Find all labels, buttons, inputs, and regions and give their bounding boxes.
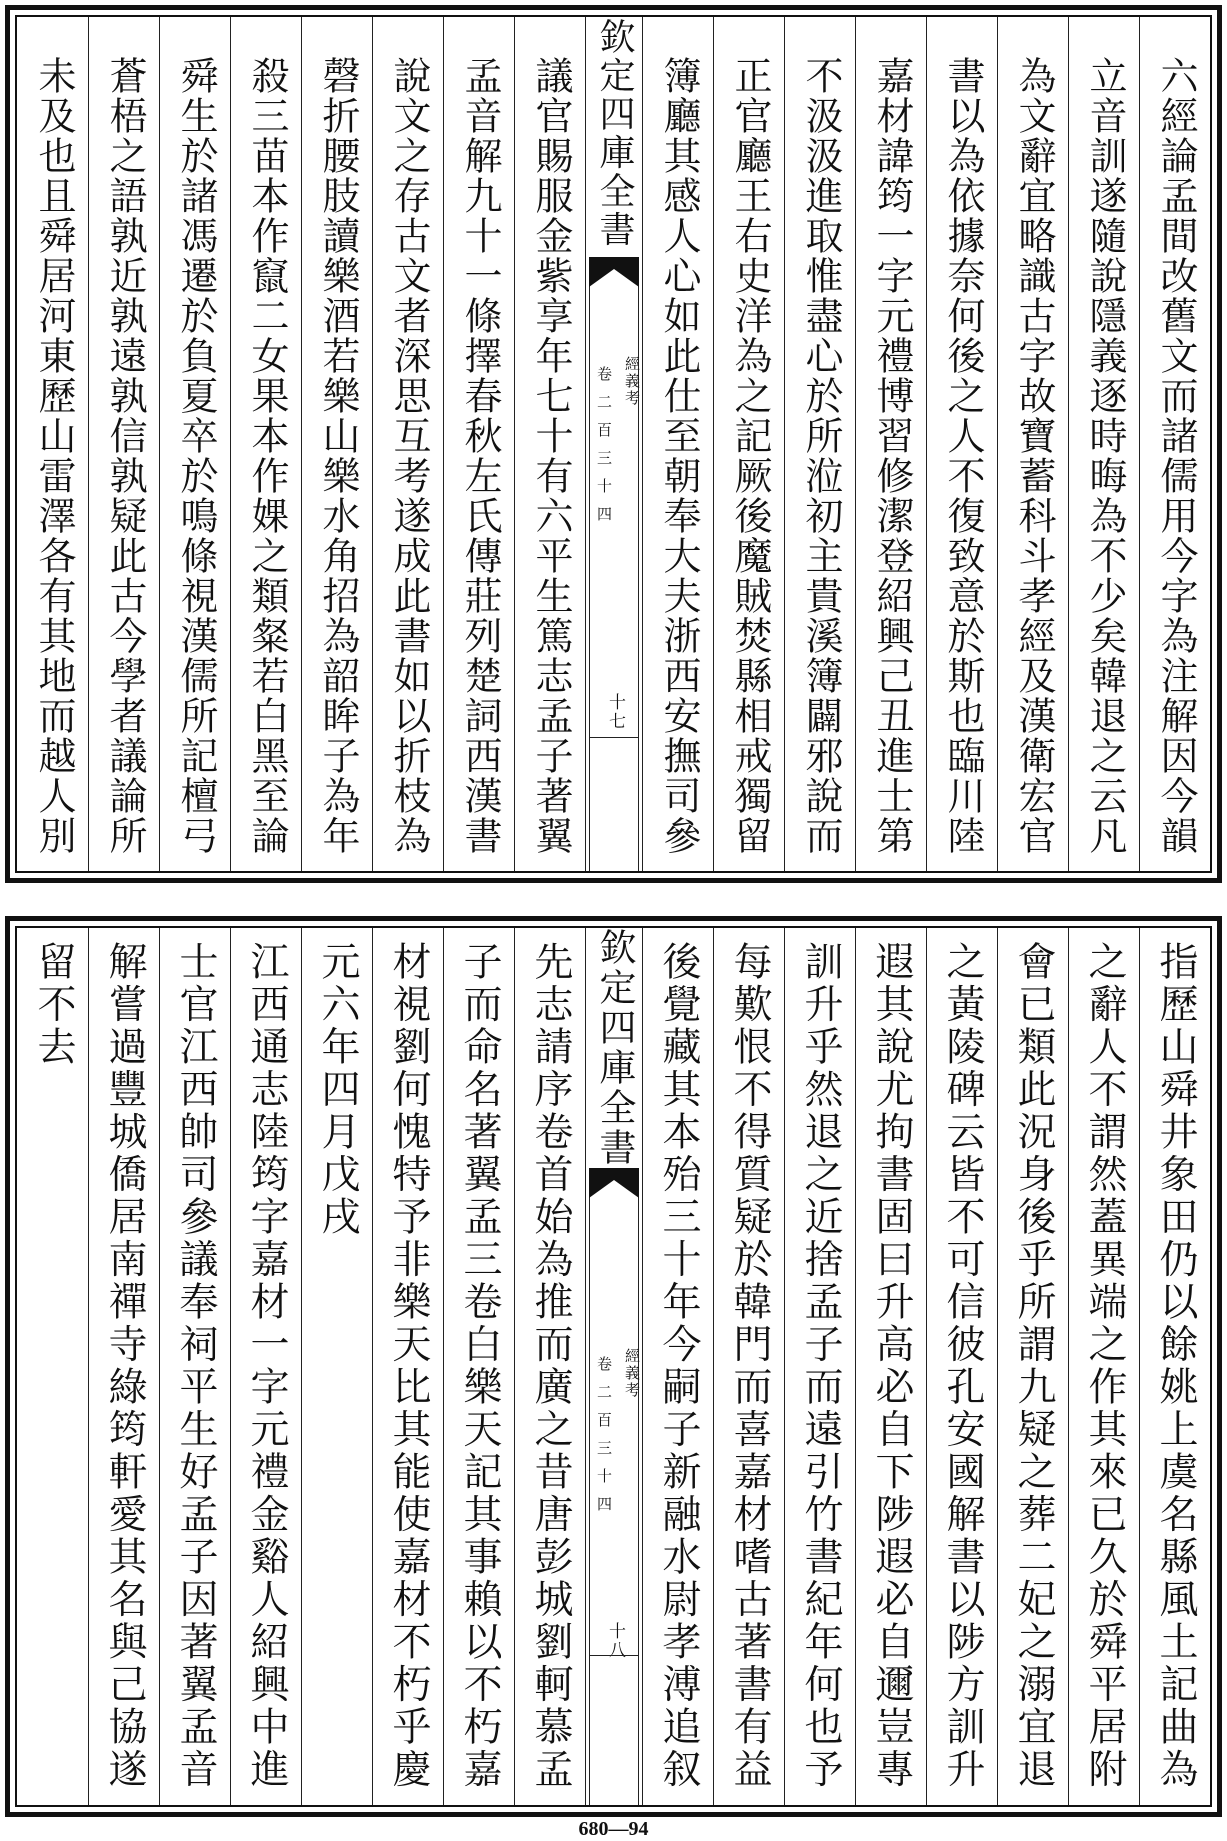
top-half-page — [5, 5, 1222, 883]
center-fold-book-title: 經義考 — [623, 356, 641, 407]
text-column: 子而命名著翼孟三卷白樂天記其事賴以不朽嘉 — [443, 928, 514, 1805]
column-grid — [15, 15, 1212, 873]
fishtail-icon — [589, 1168, 639, 1198]
center-fold-rule — [589, 737, 639, 738]
text-column: 為文辭宜略識古字故寶蓄科斗孝經及漢衛宏官 — [997, 17, 1068, 871]
text-column: 不汲汲進取惟盡心於所涖初主貴溪簿闢邪說而 — [784, 17, 855, 871]
text-column: 磬折腰肢讀樂酒若樂山樂水角招為韶眸子為年 — [301, 17, 372, 871]
text-column: 元六年四月戊戌 — [301, 928, 372, 1805]
text-column: 議官賜服金紫享年七十有六平生篤志孟子著翼 — [514, 17, 585, 871]
center-fold-volume: 卷二百三十四 — [595, 366, 613, 534]
center-fold-leaf-number: 十八 — [605, 1622, 625, 1660]
text-column: 材視劉何愧特予非樂天比其能使嘉材不朽乎慶 — [372, 928, 443, 1805]
text-column: 會已類此況身後乎所謂九疑之葬二妃之溺宜退 — [997, 928, 1068, 1805]
text-column: 解嘗過豐城僑居南禪寺綠筠軒愛其名與己協遂 — [88, 928, 159, 1805]
center-fold-volume: 卷二百三十四 — [595, 1356, 613, 1524]
text-column: 六經論孟間改舊文而諸儒用今字為注解因今韻 — [1139, 17, 1210, 871]
text-column: 立音訓遂隨說隱義逐時晦為不少矣韓退之云凡 — [1068, 17, 1139, 871]
center-fold-column — [585, 17, 642, 871]
center-fold-book-title: 經義考 — [623, 1348, 641, 1399]
text-column: 之辭人不謂然蓋異端之作其來已久於舜平居附 — [1068, 928, 1139, 1805]
text-column: 書以為依據奈何後之人不復致意於斯也臨川陸 — [926, 17, 997, 871]
fishtail-icon — [589, 257, 639, 287]
center-fold-column — [585, 928, 642, 1805]
text-column: 嘉材諱筠一字元禮博習修潔登紹興己丑進士第 — [855, 17, 926, 871]
center-fold-leaf-number: 十七 — [605, 693, 625, 731]
text-column: 舜生於諸馮遷於負夏卒於鳴條視漢儒所記檀弓 — [159, 17, 230, 871]
text-column: 說文之存古文者深思互考遂成此書如以折枝為 — [372, 17, 443, 871]
text-column: 指歷山舜井象田仍以餘姚上虞名縣風土記曲為 — [1139, 928, 1210, 1805]
center-fold-rule — [589, 1655, 639, 1656]
text-column: 每歎恨不得質疑於韓門而喜嘉材嗜古著書有益 — [713, 928, 784, 1805]
text-column: 未及也且舜居河東歷山雷澤各有其地而越人別 — [32, 56, 76, 856]
center-fold-border-lines — [589, 257, 639, 871]
text-column: 士官江西帥司參議奉祠平生好孟子因著翼孟音 — [159, 928, 230, 1805]
center-fold-title: 欽定四庫全書 — [593, 928, 636, 1168]
text-column: 正官廳王右史洋為之記厥後魔賊焚縣相戒獨留 — [713, 17, 784, 871]
footer-page-number: 680—94 — [578, 1818, 649, 1840]
text-column: 遐其說尤拘書固曰升高必自下陟遐必自邇豈專 — [855, 928, 926, 1805]
text-column: 簿廳其感人心如此仕至朝奉大夫浙西安撫司參 — [642, 17, 713, 871]
text-column: 蒼梧之語孰近孰遠孰信孰疑此古今學者議論所 — [88, 17, 159, 871]
text-column: 留不去 — [31, 941, 76, 1069]
bottom-half-page — [5, 916, 1222, 1817]
text-column: 後覺藏其本殆三十年今嗣子新融水尉孝溥追叙 — [642, 928, 713, 1805]
text-column: 訓升乎然退之近捨孟子而遠引竹書紀年何也予 — [784, 928, 855, 1805]
text-column: 殺三苗本作竄二女果本作婐之類粲若白黑至論 — [230, 17, 301, 871]
text-column: 之黃陵碑云皆不可信彼孔安國解書以陟方訓升 — [926, 928, 997, 1805]
text-column: 江西通志陸筠字嘉材一字元禮金谿人紹興中進 — [230, 928, 301, 1805]
center-fold-title: 欽定四庫全書 — [594, 18, 635, 249]
text-column: 孟音解九十一條擇春秋左氏傳莊列楚詞西漢書 — [443, 17, 514, 871]
text-column: 先志請序卷首始為推而廣之昔唐彭城劉軻慕孟 — [514, 928, 585, 1805]
column-grid — [15, 926, 1212, 1807]
